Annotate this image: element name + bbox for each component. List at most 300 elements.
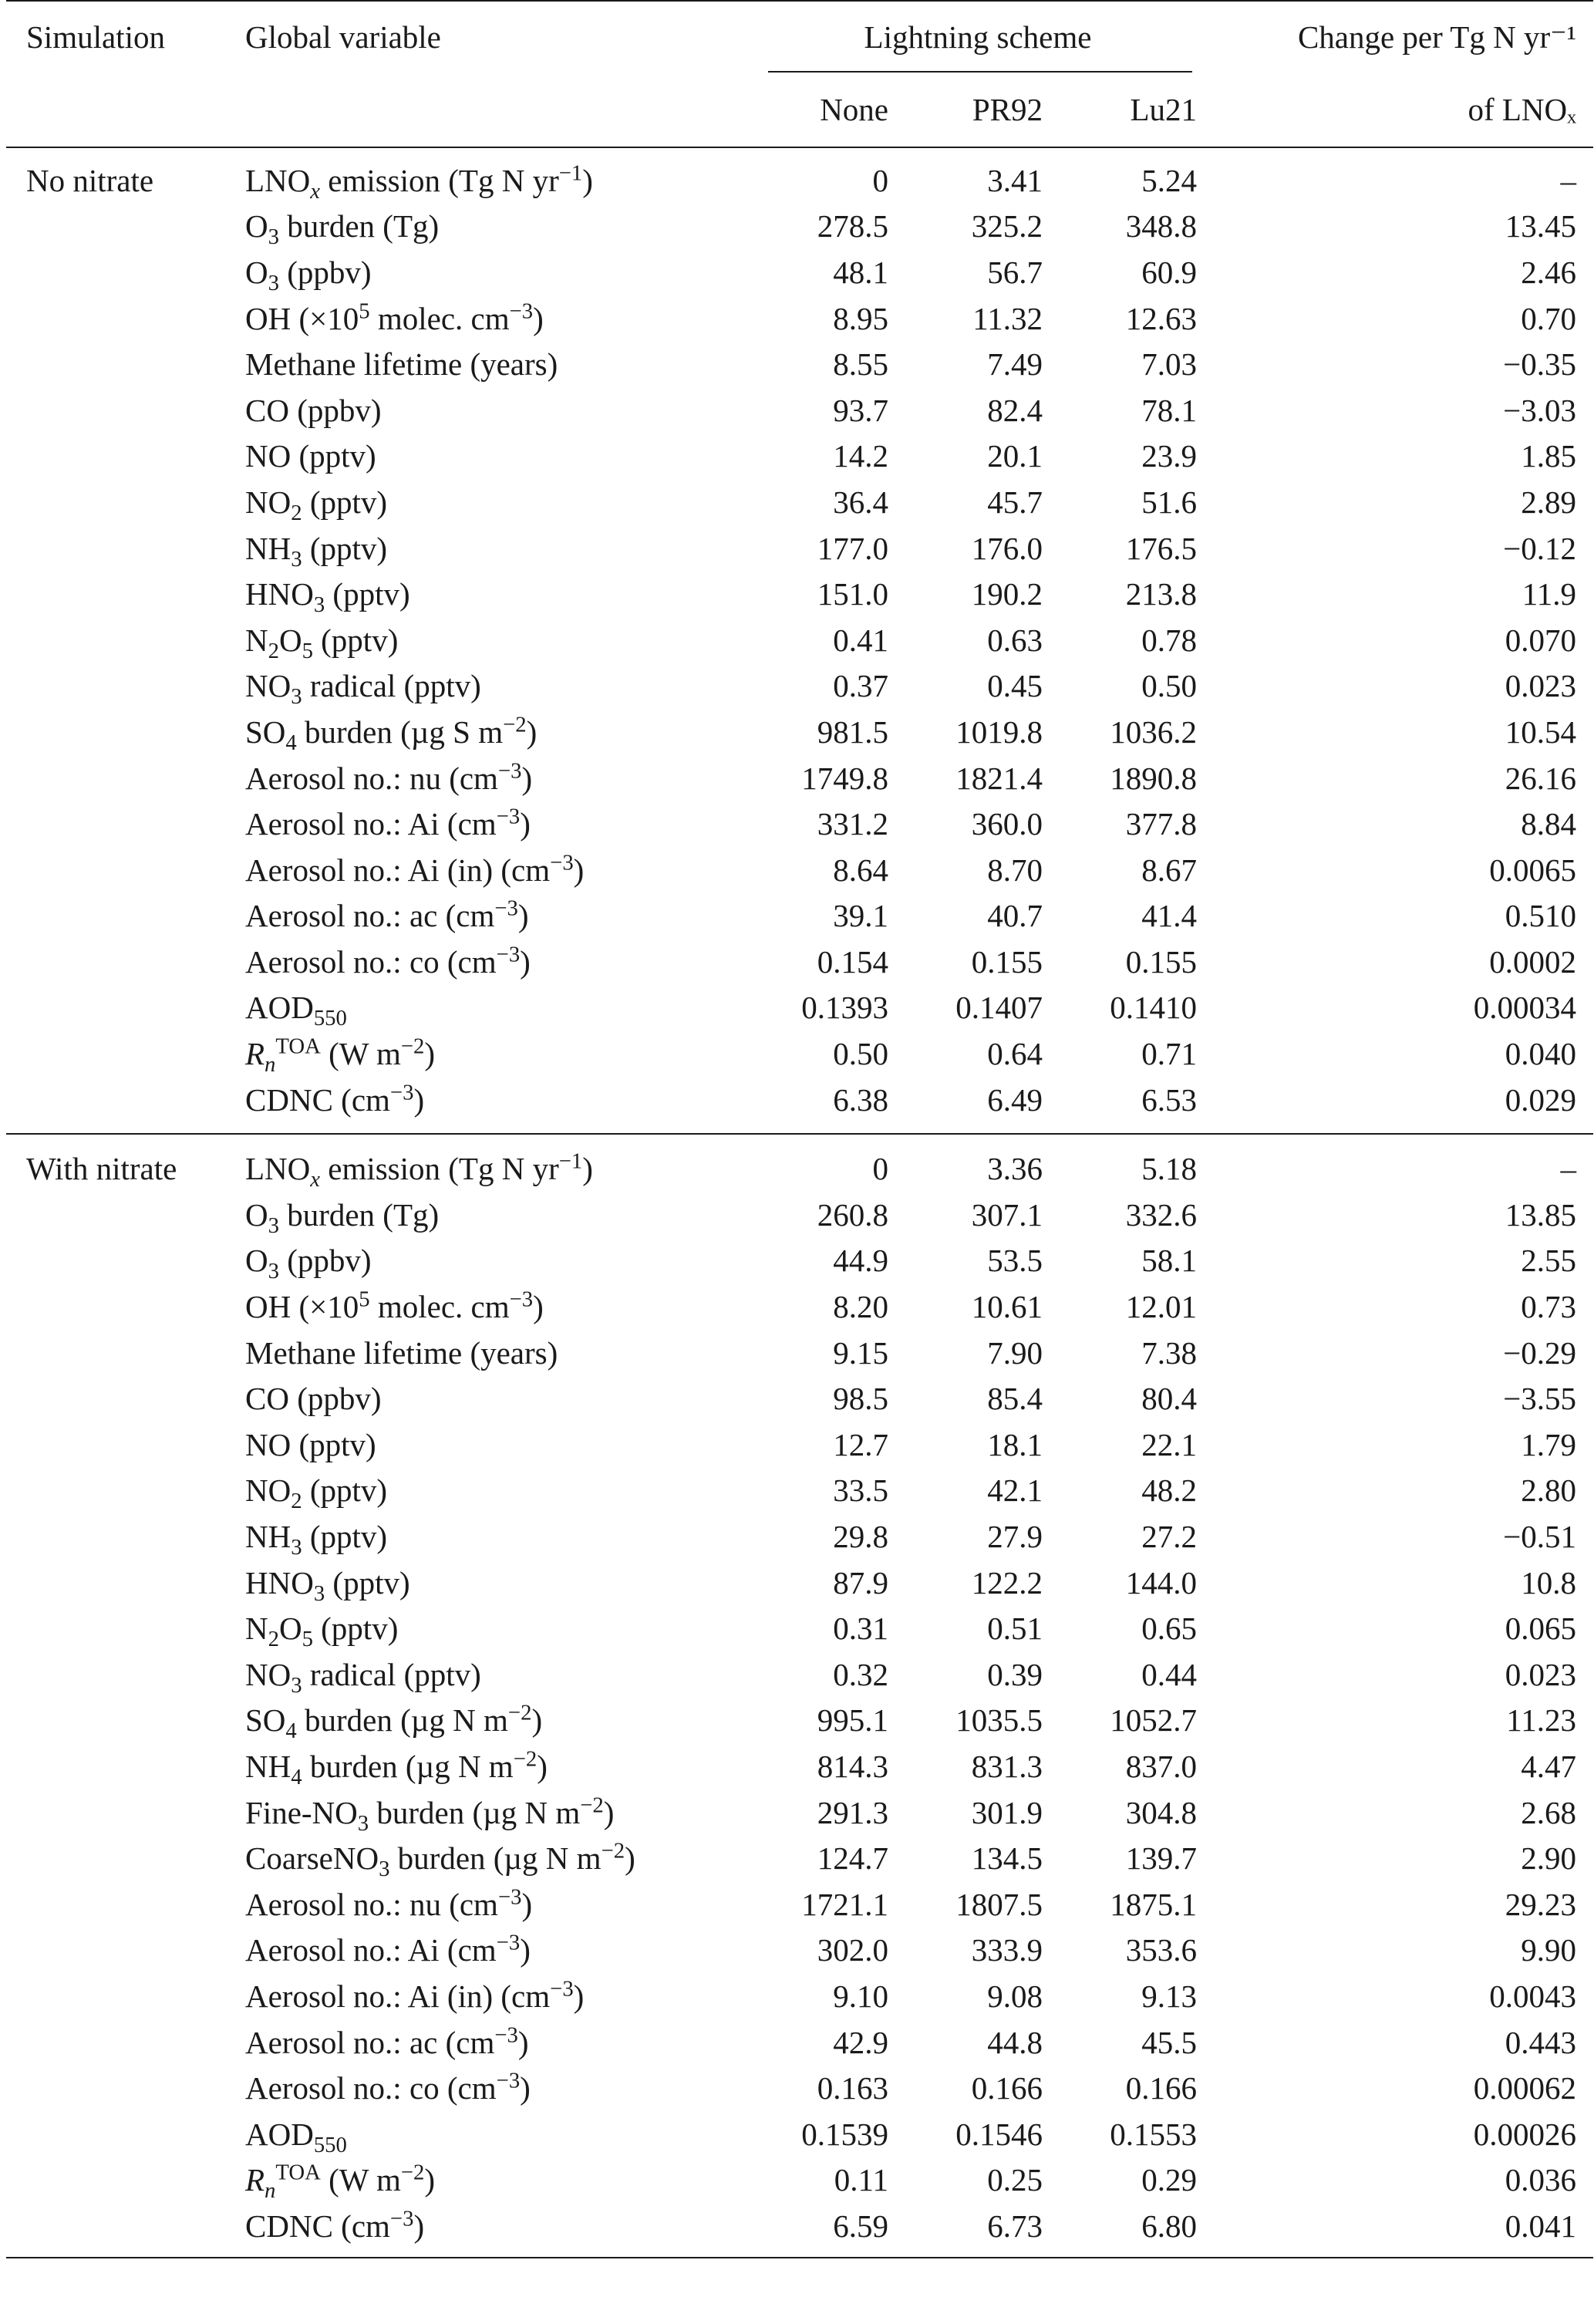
value-pr92-cell: 42.1: [987, 1472, 1043, 1509]
table-row: [6, 2203, 1593, 2258]
change-cell: 26.16: [1505, 760, 1577, 796]
value-lu21-cell: 0.71: [1141, 1036, 1198, 1072]
change-cell: 0.00034: [1473, 990, 1577, 1026]
variable-cell: CDNC $(cm^{-3})$: [245, 1077, 754, 1135]
table-row: [6, 663, 1593, 710]
simulation-cell: [6, 249, 245, 295]
value-pr92-cell: 18.1: [987, 1426, 1043, 1462]
variable-cell: Fine-$NO_3$ burden (µg N $m^{-2}$): [245, 1792, 615, 1836]
simulation-cell: [6, 617, 245, 663]
simulation-cell: [6, 2203, 245, 2258]
value-pr92-cell: 325.2: [971, 208, 1043, 245]
value-pr92-cell: 82.4: [987, 392, 1043, 428]
value-pr92-cell: 0.155: [971, 943, 1043, 980]
value-lu21-cell: 837.0: [1125, 1748, 1198, 1784]
value-lu21-cell: 5.18: [1141, 1151, 1198, 1187]
simulation-cell: [6, 801, 245, 847]
value-lu21-cell: 0.29: [1141, 2162, 1198, 2198]
simulation-cell: [6, 204, 245, 250]
simulation-cell: [6, 1973, 245, 2019]
variable-cell: $NO_3$ radical (pptv): [245, 1656, 481, 1698]
simulation-cell: [6, 1651, 245, 1698]
change-cell: 0.023: [1505, 1656, 1577, 1692]
header-change-line1: Change per Tg N yr⁻¹: [1297, 19, 1577, 55]
value-pr92-cell: 6.49: [893, 1077, 1047, 1135]
change-cell: 2.80: [1521, 1472, 1577, 1509]
value-pr92-cell: 0.25: [987, 2162, 1043, 2198]
value-lu21-cell: 7.03: [1141, 346, 1198, 383]
change-cell: 4.47: [1521, 1748, 1577, 1784]
value-pr92-cell: 301.9: [971, 1794, 1043, 1830]
value-none-cell: 93.7: [833, 392, 888, 428]
group-with-nitrate: [6, 1134, 1593, 2257]
value-none-cell: 0: [872, 1151, 888, 1187]
variable-cell: NO (pptv): [245, 438, 376, 474]
header-pr92: PR92: [893, 73, 1047, 147]
change-cell: −0.12: [1503, 530, 1577, 566]
table-row: [6, 433, 1593, 480]
value-none-cell: 151.0: [817, 576, 888, 612]
variable-cell: CDNC $(cm^{-3})$: [245, 2203, 754, 2258]
table-row: [6, 985, 1593, 1031]
value-lu21-cell: 6.80: [1047, 2203, 1201, 2258]
value-pr92-cell: 10.61: [971, 1289, 1043, 1325]
value-lu21-cell: 0.44: [1141, 1656, 1198, 1692]
simulation-cell: [6, 341, 245, 387]
simulation-cell: [6, 479, 245, 525]
value-lu21-cell: 1052.7: [1110, 1702, 1198, 1739]
header-simulation: Simulation: [26, 19, 165, 55]
header-blank: [245, 73, 754, 147]
variable-cell: $NO_2$ (pptv): [245, 484, 388, 526]
simulation-cell: [6, 1192, 245, 1238]
variable-cell: NO (pptv): [245, 1426, 376, 1462]
change-cell: 0.0043: [1489, 1978, 1577, 2014]
value-none-cell: 0.50: [833, 1036, 888, 1072]
table-row: [6, 387, 1593, 433]
table-row: [6, 1030, 1593, 1077]
change-cell: 0.041: [1201, 2203, 1593, 2258]
header-global-variable: Global variable: [245, 19, 441, 55]
value-pr92-cell: 3.41: [987, 162, 1043, 198]
value-pr92-cell: 3.36: [987, 1151, 1043, 1187]
table-row: [6, 249, 1593, 295]
simulation-cell: [6, 893, 245, 939]
table-header: [6, 1, 1593, 147]
variable-cell: Aerosol no.: co $(cm^{-3})$: [245, 942, 531, 980]
simulation-cell: [6, 663, 245, 710]
value-pr92-cell: 0.64: [987, 1036, 1043, 1072]
value-pr92-cell: 9.08: [987, 1978, 1043, 2014]
table-row: [6, 1134, 1593, 1192]
table-row: [6, 801, 1593, 847]
change-cell: 0.023: [1505, 668, 1577, 704]
simulation-cell: With nitrate: [26, 1151, 177, 1187]
value-lu21-cell: 60.9: [1141, 254, 1198, 290]
variable-cell: $LNO_x$ emission (Tg N $yr^{-1}$): [245, 1149, 593, 1192]
change-cell: 0.70: [1521, 300, 1577, 336]
change-cell: 0.73: [1521, 1289, 1577, 1325]
change-cell: 8.84: [1521, 806, 1577, 842]
change-cell: 2.68: [1521, 1794, 1577, 1830]
value-pr92-cell: 0.51: [987, 1611, 1043, 1647]
variable-cell: CO (ppbv): [245, 392, 382, 428]
simulation-cell: [6, 1560, 245, 1606]
table-row: [6, 571, 1593, 617]
change-cell: 13.85: [1505, 1196, 1577, 1233]
variable-cell: $HNO_3$ (pptv): [245, 1564, 410, 1606]
value-lu21-cell: 377.8: [1125, 806, 1198, 842]
variable-cell: $N_2O_5$ (pptv): [245, 622, 399, 663]
variable-cell: Aerosol no.: Ai $(cm^{-3})$: [245, 804, 531, 842]
value-pr92-cell: 11.32: [972, 300, 1043, 336]
table-row: [6, 1468, 1593, 1514]
value-lu21-cell: 213.8: [1125, 576, 1198, 612]
value-none-cell: 0: [872, 162, 888, 198]
simulation-cell: [6, 295, 245, 342]
table-row: [6, 1743, 1593, 1789]
table-row: [6, 1789, 1593, 1836]
value-pr92-cell: 176.0: [971, 530, 1043, 566]
value-lu21-cell: 8.67: [1141, 852, 1198, 888]
value-none-cell: 0.163: [817, 2070, 888, 2106]
value-none-cell: 9.10: [833, 1978, 888, 2014]
table-row: [6, 1605, 1593, 1651]
value-none-cell: 278.5: [817, 208, 888, 245]
change-cell: 0.040: [1505, 1036, 1577, 1072]
value-lu21-cell: 48.2: [1141, 1472, 1198, 1509]
simulation-cell: [6, 1743, 245, 1789]
simulation-cell: [6, 1881, 245, 1928]
value-lu21-cell: 0.166: [1125, 2070, 1198, 2106]
value-pr92-cell: 7.49: [987, 346, 1043, 383]
value-lu21-cell: 45.5: [1141, 2024, 1198, 2060]
table-row: [6, 1375, 1593, 1422]
change-cell: 0.443: [1505, 2024, 1577, 2060]
value-lu21-cell: 80.4: [1141, 1381, 1198, 1417]
value-none-cell: 981.5: [817, 713, 888, 750]
value-none-cell: 8.95: [833, 300, 888, 336]
change-cell: 2.46: [1521, 254, 1577, 290]
change-cell: –: [1560, 162, 1577, 198]
value-none-cell: 291.3: [817, 1794, 888, 1830]
simulation-cell: [6, 1077, 245, 1135]
value-lu21-cell: 78.1: [1141, 392, 1198, 428]
simulation-cell: No nitrate: [26, 162, 154, 198]
simulation-cell: [6, 2065, 245, 2111]
table-row: [6, 1330, 1593, 1376]
change-cell: 1.85: [1521, 438, 1577, 474]
change-cell: 10.54: [1505, 713, 1577, 750]
change-cell: 2.55: [1521, 1243, 1577, 1279]
value-none-cell: 36.4: [833, 484, 888, 520]
variable-cell: $AOD_{550}$: [245, 990, 347, 1031]
simulation-cell: [6, 1835, 245, 1881]
change-cell: −3.03: [1503, 392, 1577, 428]
change-cell: 29.23: [1505, 1886, 1577, 1922]
variable-cell: Aerosol no.: nu $(cm^{-3})$: [245, 757, 533, 796]
table-row: [6, 1651, 1593, 1698]
value-lu21-cell: 353.6: [1125, 1932, 1198, 1968]
table-row: [6, 1560, 1593, 1606]
variable-cell: Aerosol no.: Ai (in) $(cm^{-3})$: [245, 1976, 585, 2014]
value-lu21-cell: 304.8: [1125, 1794, 1198, 1830]
value-none-cell: 331.2: [817, 806, 888, 842]
value-lu21-cell: 12.63: [1125, 300, 1198, 336]
value-lu21-cell: 332.6: [1125, 1196, 1198, 1233]
simulation-cell: [6, 1422, 245, 1468]
value-none-cell: 0.37: [833, 668, 888, 704]
variable-cell: Methane lifetime (years): [245, 346, 558, 383]
simulation-cell: [6, 709, 245, 755]
table-row: [6, 1238, 1593, 1284]
simulation-cell: [6, 985, 245, 1031]
value-none-cell: 1721.1: [801, 1886, 888, 1922]
value-none-cell: 14.2: [833, 438, 888, 474]
value-none-cell: 0.41: [833, 622, 888, 658]
simulation-cell: [6, 525, 245, 572]
value-pr92-cell: 333.9: [971, 1932, 1043, 1968]
value-lu21-cell: 348.8: [1125, 208, 1198, 245]
variable-cell: $NH_3$ (pptv): [245, 530, 388, 572]
value-none-cell: 260.8: [817, 1196, 888, 1233]
value-none-cell: 0.1393: [801, 990, 888, 1026]
value-pr92-cell: 0.1546: [955, 2116, 1043, 2152]
simulation-cell: [6, 387, 245, 433]
value-none-cell: 302.0: [817, 1932, 888, 1968]
value-pr92-cell: 1035.5: [955, 1702, 1043, 1739]
simulation-cell: [6, 1030, 245, 1077]
header-change-line2: of LNOₓ: [1201, 73, 1593, 147]
change-cell: 10.8: [1521, 1564, 1577, 1600]
value-none-cell: 29.8: [833, 1519, 888, 1555]
change-cell: 0.036: [1505, 2162, 1577, 2198]
change-cell: −3.55: [1503, 1381, 1577, 1417]
change-cell: 0.070: [1505, 622, 1577, 658]
value-pr92-cell: 190.2: [971, 576, 1043, 612]
value-lu21-cell: 7.38: [1141, 1334, 1198, 1371]
value-lu21-cell: 1036.2: [1110, 713, 1198, 750]
variable-cell: $O_3$ (ppbv): [245, 254, 372, 296]
value-none-cell: 177.0: [817, 530, 888, 566]
table-row: [6, 2157, 1593, 2204]
variable-cell: $SO_4$ burden (µg S $m^{-2}$): [245, 712, 538, 756]
change-cell: 0.029: [1201, 1077, 1593, 1135]
change-cell: 0.00026: [1473, 2116, 1577, 2152]
variable-cell: $O_3$ (ppbv): [245, 1243, 372, 1284]
value-none-cell: 6.59: [754, 2203, 893, 2258]
value-lu21-cell: 0.1410: [1110, 990, 1198, 1026]
variable-cell: Aerosol no.: Ai $(cm^{-3})$: [245, 1930, 531, 1968]
change-cell: 2.90: [1521, 1840, 1577, 1877]
value-pr92-cell: 0.1407: [955, 990, 1043, 1026]
change-cell: 2.89: [1521, 484, 1577, 520]
table-row: [6, 893, 1593, 939]
value-pr92-cell: 1821.4: [955, 760, 1043, 796]
value-none-cell: 0.11: [834, 2162, 888, 2198]
simulation-cell: [6, 1238, 245, 1284]
change-cell: 0.065: [1505, 1611, 1577, 1647]
change-cell: 11.23: [1506, 1702, 1577, 1739]
value-none-cell: 0.1539: [801, 2116, 888, 2152]
value-pr92-cell: 44.8: [987, 2024, 1043, 2060]
table-row: [6, 1973, 1593, 2019]
table-row: [6, 1881, 1593, 1928]
value-lu21-cell: 9.13: [1141, 1978, 1198, 2014]
simulation-cell: [6, 433, 245, 480]
variable-cell: $N_2O_5$ (pptv): [245, 1611, 399, 1652]
simulation-cell: [6, 847, 245, 893]
variable-cell: $NO_2$ (pptv): [245, 1472, 388, 1514]
value-lu21-cell: 1875.1: [1110, 1886, 1198, 1922]
variable-cell: Aerosol no.: nu $(cm^{-3})$: [245, 1884, 533, 1922]
simulation-cell: [6, 939, 245, 985]
change-cell: 0.0002: [1489, 943, 1577, 980]
value-none-cell: 124.7: [817, 1840, 888, 1877]
table-row: [6, 2065, 1593, 2111]
simulation-cell: [6, 755, 245, 801]
change-cell: −0.29: [1503, 1334, 1577, 1371]
value-none-cell: 98.5: [833, 1381, 888, 1417]
variable-cell: $SO_4$ burden (µg N $m^{-2}$): [245, 1700, 543, 1744]
variable-cell: Aerosol no.: co $(cm^{-3})$: [245, 2068, 531, 2106]
value-pr92-cell: 56.7: [987, 254, 1043, 290]
header-lu21: Lu21: [1047, 73, 1201, 147]
header-lightning-scheme: Lightning scheme: [754, 1, 1201, 73]
value-lu21-cell: 139.7: [1125, 1840, 1198, 1877]
value-lu21-cell: 0.155: [1125, 943, 1198, 980]
value-lu21-cell: 41.4: [1141, 898, 1198, 934]
value-none-cell: 87.9: [833, 1564, 888, 1600]
variable-cell: CoarseNO$_3$ burden (µg N $m^{-2}$): [245, 1838, 635, 1882]
table-row: [6, 295, 1593, 342]
value-pr92-cell: 0.166: [971, 2070, 1043, 2106]
value-lu21-cell: 144.0: [1125, 1564, 1198, 1600]
change-cell: 13.45: [1505, 208, 1577, 245]
value-none-cell: 6.38: [754, 1077, 893, 1135]
table-row: [6, 479, 1593, 525]
table-row: [6, 847, 1593, 893]
simulation-cell: [6, 1375, 245, 1422]
value-none-cell: 814.3: [817, 1748, 888, 1784]
value-pr92-cell: 27.9: [987, 1519, 1043, 1555]
simulation-cell: [6, 571, 245, 617]
data-table: [6, 0, 1593, 2258]
value-none-cell: 9.15: [833, 1334, 888, 1371]
simulation-cell: [6, 1698, 245, 1744]
variable-cell: $HNO_3$ (pptv): [245, 576, 410, 618]
group-no-nitrate: [6, 147, 1593, 1134]
variable-cell: $NH_3$ (pptv): [245, 1519, 388, 1560]
variable-cell: $O_3$ burden (Tg): [245, 1196, 440, 1239]
value-pr92-cell: 8.70: [987, 852, 1043, 888]
table-row: [6, 2111, 1593, 2157]
simulation-cell: [6, 1928, 245, 1974]
simulation-cell: [6, 1605, 245, 1651]
value-none-cell: 39.1: [833, 898, 888, 934]
table-row: [6, 1192, 1593, 1238]
value-lu21-cell: 0.1553: [1110, 2116, 1198, 2152]
variable-cell: Aerosol no.: Ai (in) $(cm^{-3})$: [245, 850, 585, 888]
value-pr92-cell: 0.39: [987, 1656, 1043, 1692]
value-pr92-cell: 1807.5: [955, 1886, 1043, 1922]
variable-cell: $R_n^{TOA}$ (W $m^{-2}$): [245, 2160, 436, 2204]
value-none-cell: 33.5: [833, 1472, 888, 1509]
table-row: [6, 2019, 1593, 2066]
table-row: [6, 341, 1593, 387]
variable-cell: $R_n^{TOA}$ (W $m^{-2}$): [245, 1034, 436, 1078]
change-cell: 0.0065: [1489, 852, 1577, 888]
value-lu21-cell: 0.50: [1141, 668, 1198, 704]
value-pr92-cell: 7.90: [987, 1334, 1043, 1371]
change-cell: 11.9: [1522, 576, 1577, 612]
variable-cell: $NH_4$ burden (µg N $m^{-2}$): [245, 1746, 548, 1790]
variable-cell: CO (ppbv): [245, 1381, 382, 1417]
value-lu21-cell: 58.1: [1141, 1243, 1198, 1279]
header-blank: [6, 73, 245, 147]
value-lu21-cell: 0.78: [1141, 622, 1198, 658]
table-row: [6, 1835, 1593, 1881]
table-row: [6, 1422, 1593, 1468]
simulation-cell: [6, 1283, 245, 1330]
simulation-cell: [6, 1468, 245, 1514]
value-none-cell: 48.1: [833, 254, 888, 290]
change-cell: 0.510: [1505, 898, 1577, 934]
table-row: [6, 1698, 1593, 1744]
value-pr92-cell: 20.1: [987, 438, 1043, 474]
table-row: [6, 1513, 1593, 1560]
value-none-cell: 0.154: [817, 943, 888, 980]
change-cell: −0.51: [1503, 1519, 1577, 1555]
table-row: [6, 939, 1593, 985]
variable-cell: $O_3$ burden (Tg): [245, 208, 440, 250]
table-row: [6, 1283, 1593, 1330]
value-pr92-cell: 831.3: [971, 1748, 1043, 1784]
simulation-cell: [6, 1513, 245, 1560]
value-none-cell: 995.1: [817, 1702, 888, 1739]
value-none-cell: 44.9: [833, 1243, 888, 1279]
simulation-cell: [6, 2157, 245, 2204]
value-none-cell: 8.20: [833, 1289, 888, 1325]
value-pr92-cell: 0.63: [987, 622, 1043, 658]
value-none-cell: 8.55: [833, 346, 888, 383]
value-lu21-cell: 12.01: [1125, 1289, 1198, 1325]
value-lu21-cell: 6.53: [1047, 1077, 1201, 1135]
value-none-cell: 42.9: [833, 2024, 888, 2060]
variable-cell: $LNO_x$ emission (Tg N $yr^{-1}$): [245, 160, 593, 204]
table-row: [6, 204, 1593, 250]
value-none-cell: 8.64: [833, 852, 888, 888]
variable-cell: $NO_3$ radical (pptv): [245, 668, 481, 710]
value-pr92-cell: 134.5: [971, 1840, 1043, 1877]
value-pr92-cell: 85.4: [987, 1381, 1043, 1417]
value-none-cell: 0.32: [833, 1656, 888, 1692]
value-pr92-cell: 1019.8: [955, 713, 1043, 750]
table-row: [6, 525, 1593, 572]
table-row: [6, 147, 1593, 204]
simulation-cell: [6, 1330, 245, 1376]
change-cell: 1.79: [1521, 1426, 1577, 1462]
header-none: None: [754, 73, 893, 147]
value-lu21-cell: 51.6: [1141, 484, 1198, 520]
variable-cell: $AOD_{550}$: [245, 2116, 347, 2157]
table-row: [6, 1077, 1593, 1135]
value-pr92-cell: 360.0: [971, 806, 1043, 842]
value-lu21-cell: 1890.8: [1110, 760, 1198, 796]
value-none-cell: 0.31: [833, 1611, 888, 1647]
variable-cell: Aerosol no.: ac $(cm^{-3})$: [245, 2022, 529, 2060]
variable-cell: OH ($\times 10^5$ molec. $cm^{-3}$): [245, 298, 544, 336]
